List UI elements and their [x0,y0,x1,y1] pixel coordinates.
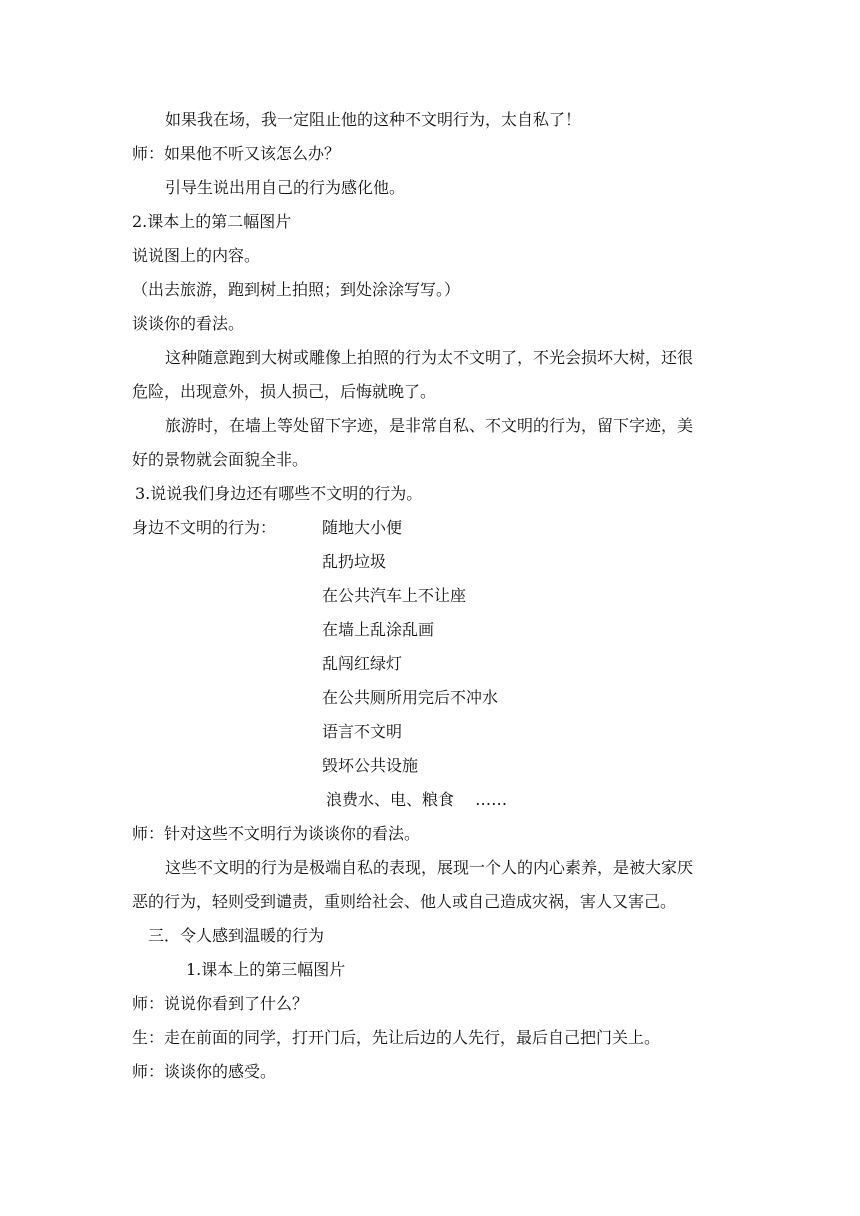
list-item: 乱扔垃圾 [322,552,387,571]
paragraph: 旅游时，在墙上等处留下字迹，是非常自私、不文明的行为，留下字迹，美 [165,416,694,435]
paragraph: 好的景物就会面貌全非。 [132,450,309,469]
paragraph: （出去旅游，跑到树上拍照；到处涂涂写写。） [132,280,461,299]
list-item: 浪费水、电、粮食 …… [326,790,508,809]
section-heading: 三．令人感到温暖的行为 [148,926,325,945]
paragraph: 危险，出现意外，损人损己，后悔就晚了。 [132,382,437,401]
teacher-question: 师：针对这些不文明行为谈谈你的看法。 [132,824,421,843]
student-answer: 生：走在前面的同学，打开门后，先让后边的人先行，最后自己把门关上。 [132,1028,661,1047]
teacher-question: 师：说说你看到了什么？ [132,994,309,1013]
list-item: 在墙上乱涂乱画 [322,620,435,639]
list-item: 在公共汽车上不让座 [322,586,467,605]
list-item: 毁坏公共设施 [322,756,419,775]
paragraph: 这些不文明的行为是极端自私的表现，展现一个人的内心素养，是被大家厌 [165,858,694,877]
paragraph: 谈谈你的看法。 [132,314,245,333]
paragraph: 恶的行为，轻则受到谴责，重则给社会、他人或自己造成灾祸，害人又害己。 [132,892,677,911]
list-item: 在公共厕所用完后不冲水 [322,688,499,707]
section-heading: 2.课本上的第二幅图片 [132,212,292,231]
teacher-question: 师：谈谈你的感受。 [132,1062,277,1081]
paragraph: 如果我在场，我一定阻止他的这种不文明行为，太自私了！ [165,110,582,129]
paragraph: 这种随意跑到大树或雕像上拍照的行为太不文明了，不光会损坏大树，还很 [165,348,694,367]
section-heading: 1.课本上的第三幅图片 [186,960,346,979]
list-item: 随地大小便 [322,518,403,537]
list-label: 身边不文明的行为： [132,518,277,537]
section-heading: 3.说说我们身边还有哪些不文明的行为。 [135,484,423,503]
list-item: 语言不文明 [322,722,403,741]
teacher-question: 师：如果他不听又该怎么办？ [132,144,341,163]
paragraph: 引导生说出用自己的行为感化他。 [165,178,406,197]
list-item: 乱闯红绿灯 [322,654,403,673]
paragraph: 说说图上的内容。 [132,246,261,265]
